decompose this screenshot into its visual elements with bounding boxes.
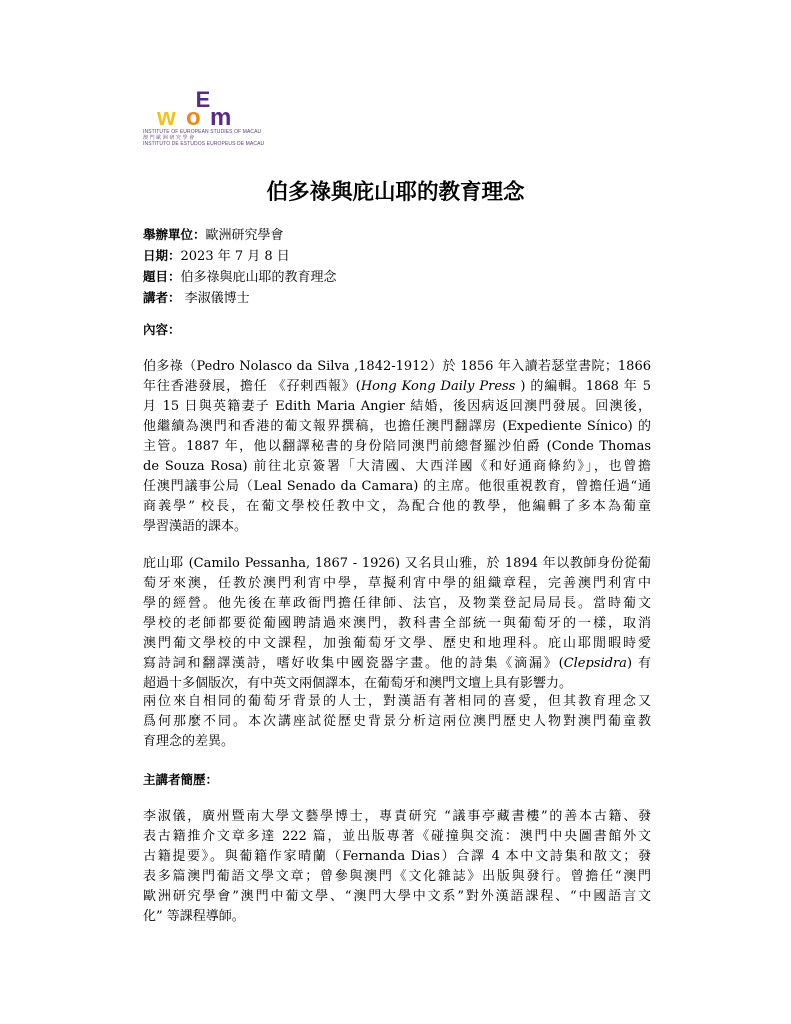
- paragraph-line: 萄牙來澳，任教於澳門利宵中學，草擬利宵中學的組織章程，完善澳門利宵中: [143, 576, 651, 591]
- paragraph-line: 兩位來自相同的葡萄牙背景的人士，對漢語有著相同的喜愛，但其教育理念又: [143, 694, 651, 709]
- paragraph-line: 年往香港發展，擔任 《孖剌西報》(Hong Kong Daily Press ) 的編輯。1868 年 5: [143, 379, 651, 394]
- paragraph-line: 育理念的差異。: [143, 734, 235, 749]
- page-title: 伯多祿與庇山耶的教育理念: [266, 180, 525, 205]
- logo-line-zh: 澳 門 歐 洲 研 究 學 會: [143, 135, 195, 141]
- svg-text:w: w: [157, 104, 176, 129]
- paragraph-line: 主管。1887 年，他以翻譯秘書的身份陪同澳門前總督羅沙伯爵 (Conde Thomas: [143, 439, 651, 454]
- speaker-label: 講者：: [143, 290, 181, 305]
- svg-text:o: o: [186, 104, 201, 129]
- paragraph-line: 李淑儀，廣州暨南大學文藝學博士，專責研究 “議事亭藏書樓”的善本古籍、發: [143, 809, 651, 824]
- institute-logo: [143, 87, 263, 153]
- organizer-label: 舉辦單位：: [143, 227, 206, 242]
- paragraph-line: 月 15 日與英籍妻子 Edith Maria Angier 結婚，後因病返回澳門發展。回澳後，: [143, 399, 651, 414]
- logo-line-pt: INSTITUTO DE ESTUDOS EUROPEUS DE MACAU: [143, 141, 265, 147]
- organizer-row: [143, 225, 337, 246]
- paragraph-line: 伯多祿（Pedro Nolasco da Silva ,1842-1912）於 1856 年入讀若瑟堂書院；1866: [143, 359, 651, 374]
- paragraph-line: 學的經營。他先後在華政衙門擔任律師、法官，及物業登記局局長。當時葡文: [143, 596, 651, 611]
- logo-line-en: INSTITUTE OF EUROPEAN STUDIES OF MACAU: [143, 129, 262, 135]
- paragraph-line: 超過十多個版次，有中英文兩個譯本，在葡萄牙和澳門文壇上具有影響力。: [143, 676, 573, 691]
- paragraph-comparison: [143, 692, 651, 752]
- paragraph-line: 寫詩詞和翻譯漢詩，嗜好收集中國瓷器字畫。他的詩集《滴漏》(Clepsidra) 有: [143, 656, 651, 671]
- speaker-row: [143, 288, 337, 309]
- bio-heading: 主講者簡歷：: [143, 772, 219, 787]
- paragraph-line: 爲何那麼不同。本次講座試從歷史背景分析這兩位澳門歷史人物對澳門葡童教: [143, 714, 651, 729]
- date-value: 2023 年 7 月 8 日: [180, 249, 290, 264]
- paragraph-line: 化” 等課程導師。: [143, 909, 245, 924]
- paragraph-line: 他繼續為澳門和香港的葡文報界撰稿，也擔任澳門翻譯房 (Expediente Sínico) 的: [143, 419, 651, 434]
- paragraph-line: 任澳門議事公局（Leal Senado da Camara) 的主席。他很重視教育，曾擔任過“通: [143, 479, 651, 494]
- paragraph-line: de Souza Rosa) 前往北京簽署「大清國、大西洋國《和好通商條約》」，也曾擔: [143, 459, 651, 474]
- paragraph-line: 澳門葡文學校的中文課程，加強葡萄牙文學、歷史和地理科。庇山耶閒暇時愛: [143, 636, 651, 651]
- event-meta: [143, 225, 337, 309]
- paragraph-line: 古籍提要》。與葡籍作家晴蘭（Fernanda Dias）合譯 4 本中文詩集和散文；發: [143, 849, 651, 864]
- content-heading: 內容：: [143, 322, 181, 337]
- paragraph-pedro: [143, 357, 651, 537]
- paragraph-line: 學習漢語的課本。: [143, 519, 248, 534]
- topic-label: 題目：: [143, 269, 181, 284]
- date-row: [143, 246, 337, 267]
- paragraph-line: 商義學” 校長，在葡文學校任教中文，為配合他的教學，他編輯了多本為葡童: [143, 499, 651, 514]
- paragraph-line: 庇山耶 (Camilo Pessanha, 1867 - 1926) 又名貝山雅，於 1894 年以教師身份從葡: [143, 556, 651, 571]
- paragraph-line: 表古籍推介文章多達 222 篇，並出版專著《碰撞與交流：澳門中央圖書館外文: [143, 829, 651, 844]
- organizer-value: 歐洲研究學會: [205, 228, 284, 243]
- speaker-value: 李淑儀博士: [180, 291, 250, 306]
- topic-row: [143, 267, 337, 288]
- paragraph-line: 歐洲研究學會”澳門中葡文學、“澳門大學中文系”對外漢語課程、“中國語言文: [143, 889, 651, 904]
- paragraph-speaker-bio: [143, 807, 651, 927]
- ewom-logo-mark: [143, 87, 263, 129]
- paragraph-line: 學校的老師都要從葡國聘請過來澳門，教科書全部統一與葡萄牙的一樣，取消: [143, 616, 651, 631]
- topic-value: 伯多祿與庇山耶的教育理念: [180, 270, 337, 285]
- paragraph-camilo: [143, 554, 651, 694]
- svg-text:E: E: [195, 87, 211, 112]
- svg-text:m: m: [210, 104, 232, 129]
- paragraph-line: 表多篇澳門葡語文學文章；曾參與澳門《文化雜誌》出版與發行。曾擔任“澳門: [143, 869, 651, 884]
- date-label: 日期：: [143, 248, 181, 263]
